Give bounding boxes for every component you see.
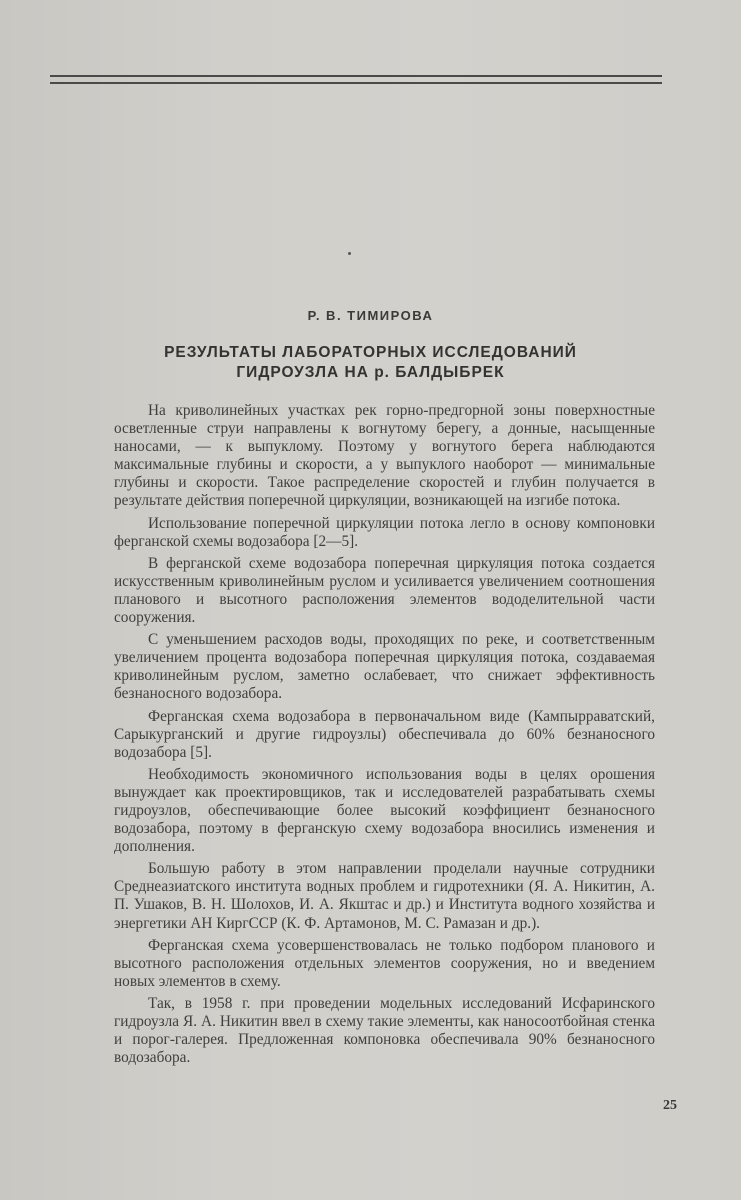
author-name: Р. В. ТИМИРОВА [307, 308, 434, 323]
paragraph: С уменьшением расходов воды, проходящих по реке, и соответственным увеличением процента водозабора поперечная циркуляция потока, создаваемая криволинейным руслом, заметно ослабевает, что снижает эффективность безнаносного водозабора. [114, 631, 655, 703]
article-body [114, 402, 655, 1071]
paragraph: Необходимость экономичного использования воды в целях орошения вынуждает как проектировщиков, так и исследователей разрабатывать схемы гидроузлов, обеспечивающие более высокий коэффициент безнаносного водозабора, поэтому в ферганскую схему водозабора вносились изменения и дополнения. [114, 765, 655, 856]
header-double-rule [50, 75, 662, 84]
title-line-1: РЕЗУЛЬТАТЫ ЛАБОРАТОРНЫХ ИССЛЕДОВАНИЙ [164, 344, 577, 361]
paragraph: В ферганской схеме водозабора поперечная циркуляция потока создается искусственным криволинейным руслом и усиливается увеличением соотношения планового и высотного расположения элементов вододелительной части сооружения. [114, 554, 655, 627]
title-line-2: ГИДРОУЗЛА НА р. БАЛДЫБРЕК [236, 364, 505, 381]
paragraph: Ферганская схема водозабора в первоначальном виде (Кампырраватский, Сарыкурганский и другие гидроузлы) обеспечивала до 60% безнаносного водозабора [5]. [114, 707, 655, 761]
paragraph: Ферганская схема усовершенствовалась не только подбором планового и высотного расположения отдельных элементов сооружения, но и введением новых элементов в схему. [114, 936, 655, 990]
page-number: 25 [663, 1098, 677, 1113]
print-speck [348, 252, 351, 255]
paragraph: Так, в 1958 г. при проведении модельных исследований Исфаринского гидроузла Я. А. Никитин ввел в схему такие элементы, как наносоотбойная стенка и порог-галерея. Предложенная компоновка обеспечивала 90% безнаносного водозабора. [114, 994, 655, 1067]
paragraph: Большую работу в этом направлении проделали научные сотрудники Среднеазиатского института водных проблем и гидротехники (Я. А. Никитин, А. П. Ушаков, В. Н. Шолохов, И. А. Якштас и др.) и Института водного хозяйства и энергетики АН КиргССР (К. Ф. Артамонов, М. С. Рамазан и др.). [114, 860, 655, 932]
article-title [0, 343, 741, 383]
paragraph: На криволинейных участках рек горно-предгорной зоны поверхностные осветленные струи направлены к вогнутому берегу, а донные, насыщенные наносами, — к выпуклому. Поэтому у вогнутого берега наблюдаются максимальные глубины и скорости, а у выпуклого наоборот — минимальные глубины и скорости. Такое распределение скоростей и глубин получается в результате действия поперечной циркуляции, возникающей на изгибе потока. [114, 402, 655, 510]
paragraph: Использование поперечной циркуляции потока легло в основу компоновки ферганской схемы водозабора [2—5]. [114, 514, 655, 550]
